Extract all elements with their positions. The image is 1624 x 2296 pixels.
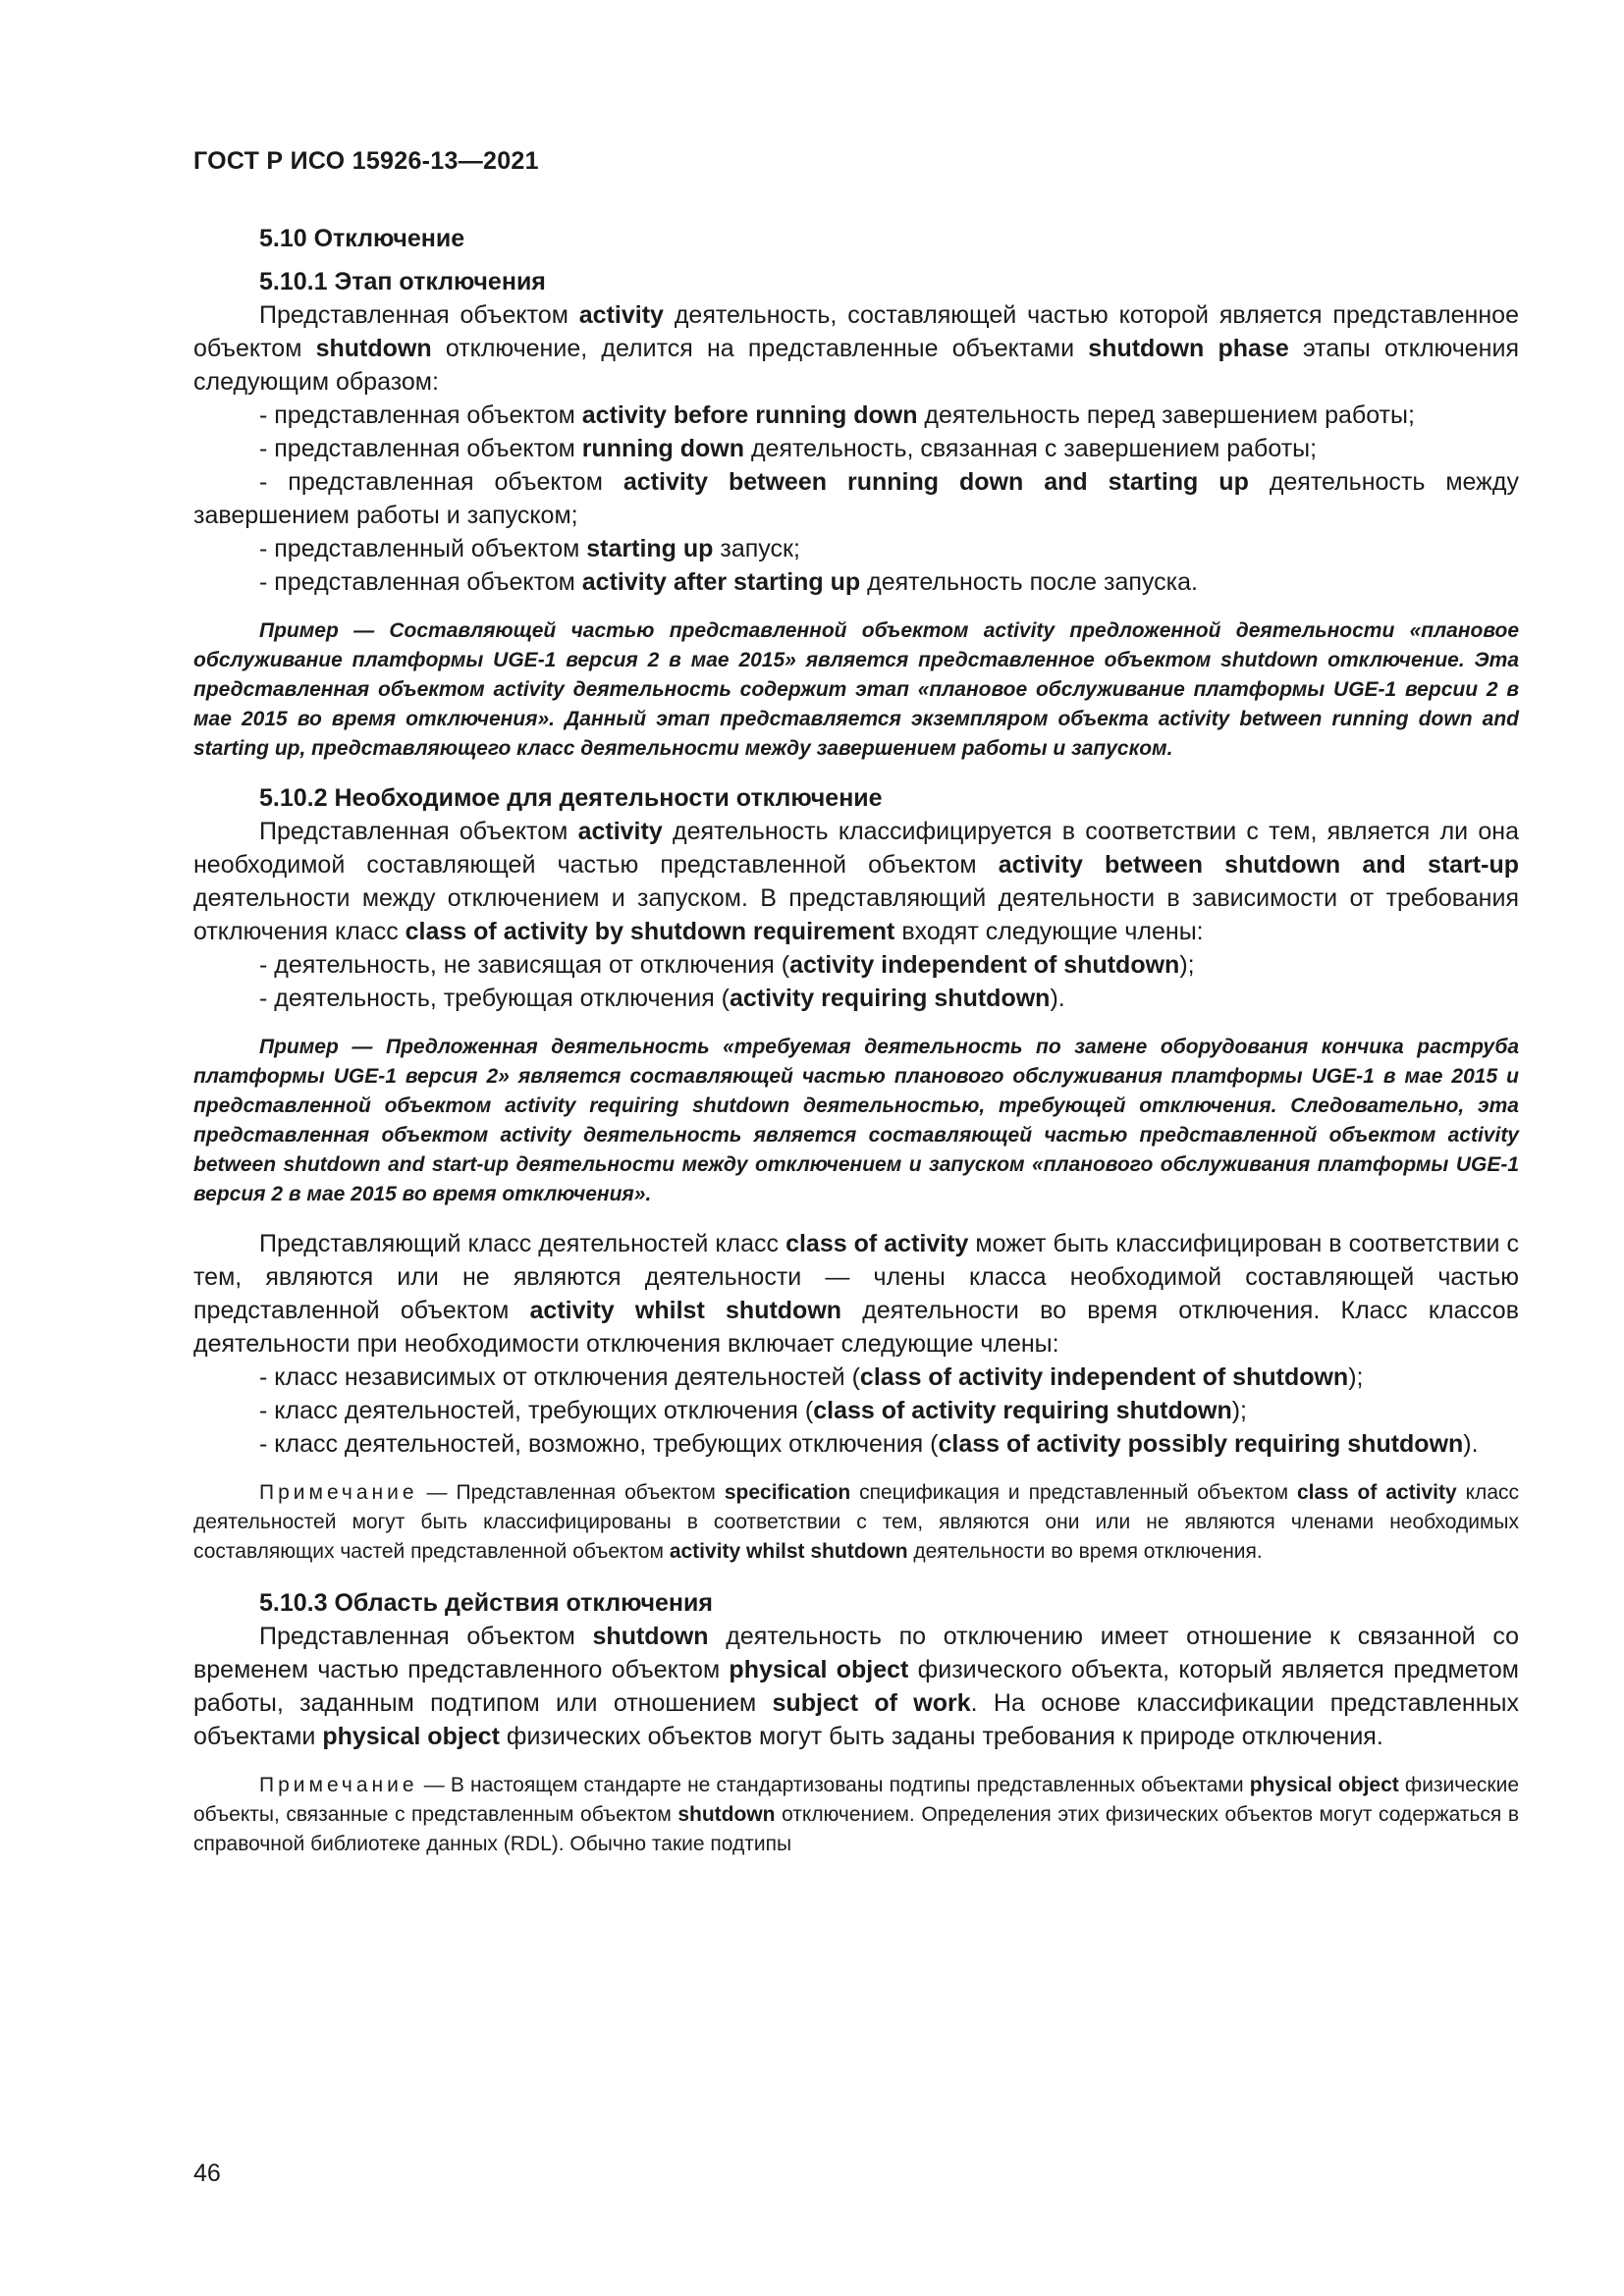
list-item: - класс деятельностей, требующих отключения (class of activity requiring shutdown); [259, 1397, 1247, 1424]
subsection-title: 5.10.3 Область действия отключения [259, 1589, 713, 1617]
note-block: Примечание — В настоящем стандарте не стандартизованы подтипы представленных объектами physical object физические объекты, связанные с представленным объектом shutdown отключением. Определения этих физических объектов могут содержаться в справочной библиотеке данных (RDL). Обычно такие подтипы [193, 1774, 1520, 1855]
list-item: - класс независимых от отключения деятельностей (class of activity independent of shutdown); [259, 1363, 1364, 1391]
list-item: - представленная объектом activity before running down деятельность перед завершением работы; [259, 401, 1415, 429]
subsection-title: 5.10.2 Необходимое для деятельности отключение [259, 784, 883, 812]
subsection-title: 5.10.1 Этап отключения [259, 268, 546, 295]
document-header: ГОСТ Р ИСО 15926-13—2021 [193, 147, 539, 175]
example-block: Пример — Предложенная деятельность «требуемая деятельность по замене оборудования кончика раструба платформы UGE-1 версия 2» является составляющей частью планового обслуживания платформы UGE-1 в мае 2015 и представленной объектом activity requiring shutdown деятельностью, требующей отключения. Следовательно, эта представленная объектом activity деятельность является составляющей частью представленной объектом activity between shutdown and start-up деятельности между отключением и запуском «планового обслуживания платформы UGE-1 версия 2 в мае 2015 во время отключения». [193, 1036, 1519, 1205]
list-item: - представленный объектом starting up запуск; [259, 535, 800, 562]
note-block: Примечание — Представленная объектом specification спецификация и представленный объектом class of activity класс деятельностей могут быть классифицированы в соответствии с тем, являются они или не являются членами необходимых составляющих частей представленной объектом activity whilst shutdown деятельности во время отключения. [193, 1481, 1519, 1563]
list-item: - класс деятельностей, возможно, требующих отключения (class of activity possibly requiring shutdown). [259, 1430, 1479, 1458]
list-item: - представленная объектом activity after starting up деятельность после запуска. [259, 568, 1198, 596]
page-number: 46 [193, 2160, 221, 2187]
page-content [193, 222, 1519, 1879]
paragraph: Представленная объектом activity деятельность, составляющей частью которой является представленное объектом shutdown отключение, делится на представленные объектами shutdown phase этапы отключения следующим образом: [193, 301, 1519, 396]
paragraph: Представленная объектом shutdown деятельность по отключению имеет отношение к связанной со временем частью представленного объектом physical object физического объекта, который является предметом работы, заданным подтипом или отношением subject of work. На основе классификации представленных объектами physical object физических объектов могут быть заданы требования к природе отключения. [193, 1623, 1519, 1750]
example-block: Пример — Составляющей частью представленной объектом activity предложенной деятельности «плановое обслуживание платформы UGE-1 версия 2 в мае 2015» является представленное объектом shutdown отключение. Эта представленная объектом activity деятельность содержит этап «плановое обслуживание платформы UGE-1 версии 2 в мае 2015 во время отключения». Данный этап представляется экземпляром объекта activity between running down and starting up, представляющего класс деятельности между завершением работы и запуском. [193, 619, 1519, 760]
list-item: - деятельность, требующая отключения (activity requiring shutdown). [259, 985, 1065, 1012]
section-title: 5.10 Отключение [259, 225, 465, 252]
list-item: - представленная объектом running down деятельность, связанная с завершением работы; [259, 435, 1318, 462]
paragraph: Представляющий класс деятельностей класс class of activity может быть классифицирован в соответствии с тем, являются или не являются деятельности — члены класса необходимой составляющей частью представленной объектом activity whilst shutdown деятельности во время отключения. Класс классов деятельности при необходимости отключения включает следующие члены: [193, 1230, 1519, 1358]
list-item: - представленная объектом activity between running down and starting up деятельность между завершением работы и запуском; [193, 468, 1519, 529]
list-item: - деятельность, не зависящая от отключения (activity independent of shutdown); [259, 951, 1195, 979]
paragraph: Представленная объектом activity деятельность классифицируется в соответствии с тем, является ли она необходимой составляющей частью представленной объектом activity between shutdown and start-up деятельности между отключением и запуском. В представляющий деятельности в зависимости от требования отключения класс class of activity by shutdown requirement входят следующие члены: [193, 818, 1519, 945]
